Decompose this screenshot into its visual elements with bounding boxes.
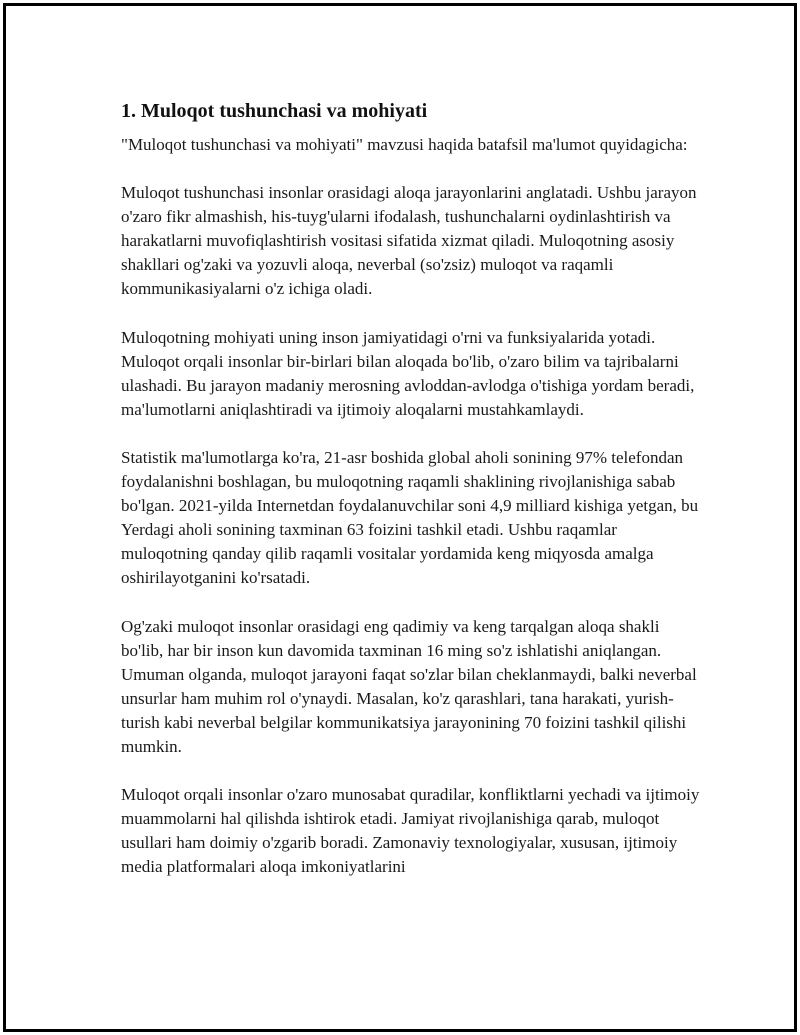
- intro-paragraph: "Muloqot tushunchasi va mohiyati" mavzusi haqida batafsil ma'lumot quyidagicha:: [121, 135, 688, 154]
- statistics-paragraph: Statistik ma'lumotlarga ko'ra, 21-asr boshida global aholi sonining 97% telefondan foydalanishni boshlagan, bu muloqotning raqamli shaklining rivojlanishiga sabab bo'lgan. 2021-yilda Internetdan foydalanuvchilar soni 4,9 milliard kishiga yetgan, bu Yerdagi aholi sonining taxminan 63 foizini tashkil etadi. Ushbu raqamlar muloqotning qanday qilib raqamli vositalar yordamida keng miqyosda amalga oshirilayotganini ko'rsatadi.: [121, 447, 699, 588]
- definition-paragraph: Muloqot tushunchasi insonlar orasidagi aloqa jarayonlarini anglatadi. Ushbu jarayon o'zaro fikr almashish, his-tuyg'ularni ifodalash, tushunchalarni oydinlashtirish va harakatlarni muvofiqlashtirish vositasi sifatida xizmat qiladi. Muloqotning asosiy shakllari og'zaki va yozuvli aloqa, neverbal (so'zsiz) muloqot va raqamli kommunikasiyalarni o'z ichiga oladi.: [121, 183, 697, 299]
- essence-paragraph: Muloqotning mohiyati uning inson jamiyatidagi o'rni va funksiyalarida yotadi. Muloqot orqali insonlar bir-birlari bilan aloqada bo'lib, o'zaro bilim va tajribalarni ulashadi. Bu jarayon madaniy merosning avloddan-avlodga o'tishiga yordam beradi, ma'lumotlarni aniqlashtiradi va ijtimoiy aloqalarni mustahkamlaydi.: [121, 327, 695, 419]
- verbal-communication-paragraph: Og'zaki muloqot insonlar orasidagi eng qadimiy va keng tarqalgan aloqa shakli bo'lib, har bir inson kun davomida taxminan 16 ming so'z ishlatishi aniqlangan. Umuman olganda, muloqot jarayoni faqat so'zlar bilan cheklanmaydi, balki neverbal unsurlar ham muhim rol o'ynaydi. Masalan, ko'z qarashlari, tana harakati, yurish-turish kabi neverbal belgilar kommunikatsiya jarayonining 70 foizini tashkil qilishi mumkin.: [121, 616, 697, 756]
- section-heading: 1. Muloqot tushunchasi va mohiyati: [121, 100, 428, 122]
- document-page: [3, 3, 797, 1032]
- social-relations-paragraph: Muloqot orqali insonlar o'zaro munosabat quradilar, konfliktlarni yechadi va ijtimoiy muammolarni hal qilishda ishtirok etadi. Jamiyat rivojlanishiga qarab, muloqot usullari ham doimiy o'zgarib boradi. Zamonaviy texnologiyalar, xususan, ijtimoiy media platformalari aloqa imkoniyatlarini: [121, 785, 700, 877]
- document-content: [121, 98, 701, 903]
